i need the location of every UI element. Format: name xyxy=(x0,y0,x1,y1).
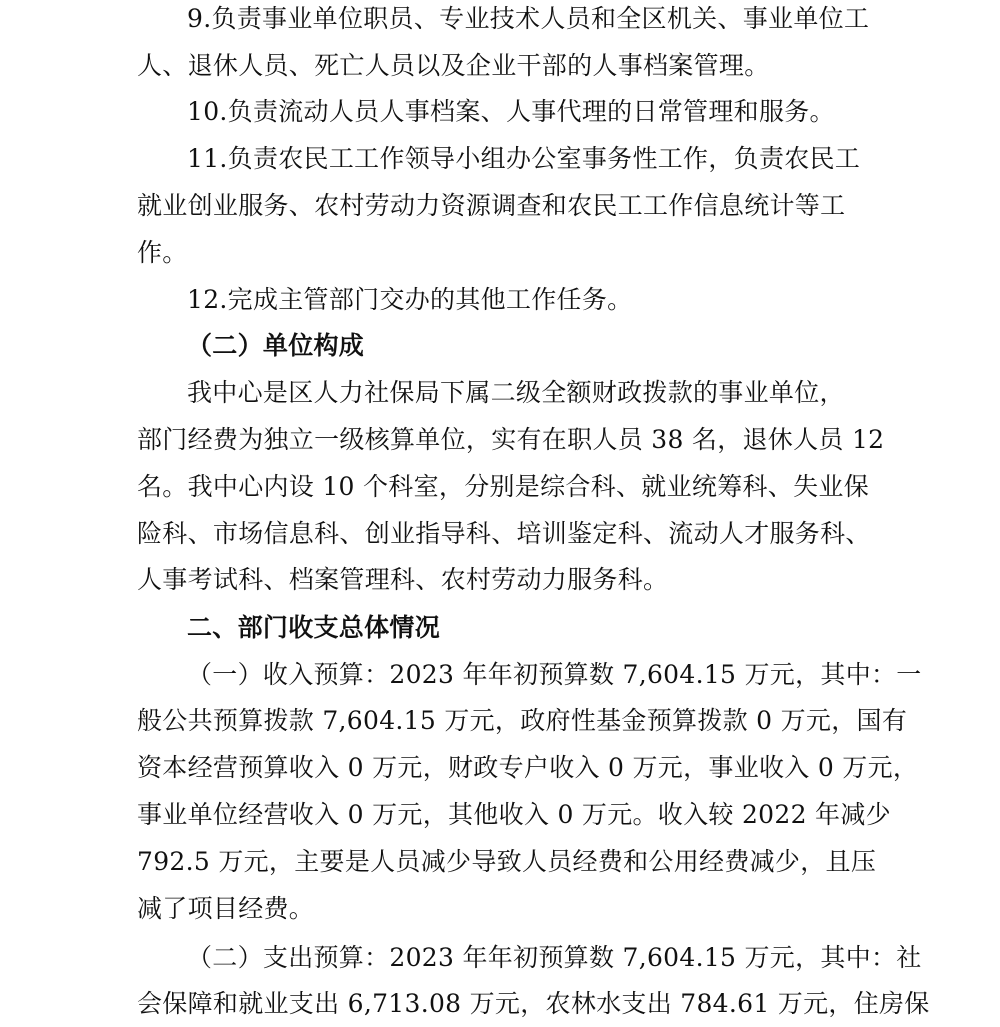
structure-line-1: 我中心是区人力社保局下属二级全额财政拨款的事业单位， xyxy=(187,378,845,407)
duty-11-line-2: 就业创业服务、农村劳动力资源调查和农民工工作信息统计等工 xyxy=(137,191,846,220)
section-heading-unit-structure: （二）单位构成 xyxy=(187,331,365,360)
duty-10-line-1: 10.负责流动人员人事档案、人事代理的日常管理和服务。 xyxy=(187,97,835,126)
structure-line-4: 险科、市场信息科、创业指导科、培训鉴定科、流动人才服务科、 xyxy=(137,519,871,548)
duty-9-line-1: 9.负责事业单位职员、专业技术人员和全区机关、事业单位工 xyxy=(187,4,870,33)
expenditure-budget-line-2: 会保障和就业支出 6,713.08 万元，农林水支出 784.61 万元，住房保 xyxy=(137,989,930,1018)
duty-9-line-2: 人、退休人员、死亡人员以及企业干部的人事档案管理。 xyxy=(137,51,770,80)
income-budget-line-3: 资本经营预算收入 0 万元，财政专户收入 0 万元，事业收入 0 万元， xyxy=(137,753,919,782)
duty-11-line-3: 作。 xyxy=(137,238,188,267)
expenditure-budget-line-1: （二）支出预算：2023 年年初预算数 7,604.15 万元，其中：社 xyxy=(187,943,922,972)
structure-line-2: 部门经费为独立一级核算单位，实有在职人员 38 名，退休人员 12 xyxy=(137,425,885,454)
structure-line-3: 名。我中心内设 10 个科室，分别是综合科、就业统筹科、失业保 xyxy=(137,472,870,501)
income-budget-line-5: 792.5 万元，主要是人员减少导致人员经费和公用经费减少，且压 xyxy=(137,847,877,876)
structure-line-5: 人事考试科、档案管理科、农村劳动力服务科。 xyxy=(137,565,669,594)
income-budget-line-2: 般公共预算拨款 7,604.15 万元，政府性基金预算拨款 0 万元，国有 xyxy=(137,706,908,735)
duty-11-line-1: 11.负责农民工工作领导小组办公室事务性工作，负责农民工 xyxy=(187,144,861,173)
income-budget-line-4: 事业单位经营收入 0 万元，其他收入 0 万元。收入较 2022 年减少 xyxy=(137,800,891,829)
duty-12-line-1: 12.完成主管部门交办的其他工作任务。 xyxy=(187,285,633,314)
income-budget-line-1: （一）收入预算：2023 年年初预算数 7,604.15 万元，其中：一 xyxy=(187,660,922,689)
income-budget-line-6: 减了项目经费。 xyxy=(137,894,315,923)
section-heading-overall-budget: 二、部门收支总体情况 xyxy=(187,613,441,642)
